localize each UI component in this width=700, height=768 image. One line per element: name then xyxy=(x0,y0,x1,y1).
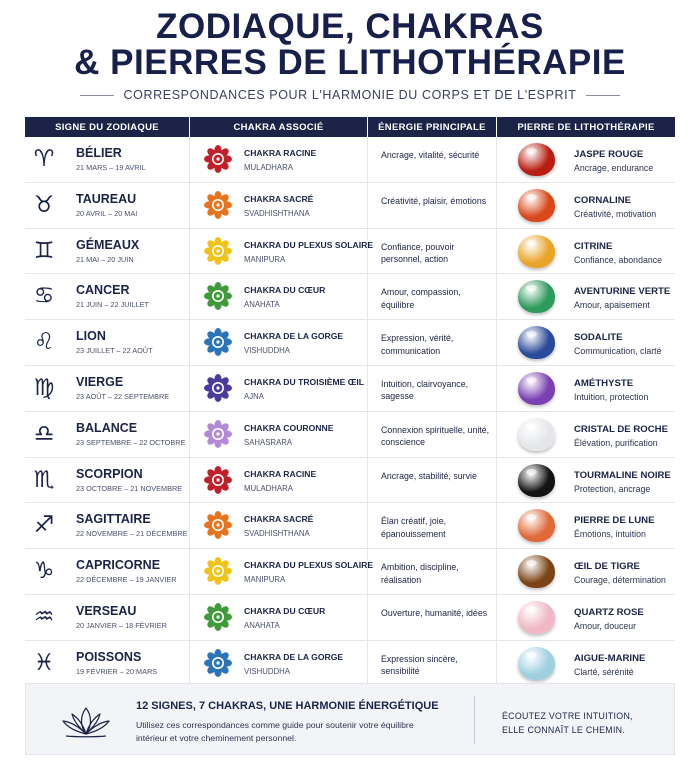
sign-dates: 23 AOÛT – 22 SEPTEMBRE xyxy=(76,391,170,401)
chakra-sanskrit-name: SVADHISHTHANA xyxy=(244,208,310,218)
chakra-name: CHAKRA SACRÉ xyxy=(244,514,314,525)
chakra-name: CHAKRA RACINE xyxy=(244,468,317,479)
chakra-cell xyxy=(190,366,368,411)
stone-properties: Protection, ancrage xyxy=(574,483,651,494)
sign-dates: 22 DÉCEMBRE – 19 JANVIER xyxy=(76,575,177,585)
chakra-mandala-icon xyxy=(204,649,232,677)
subtitle-rule-right xyxy=(586,95,620,96)
stone-name: SODALITE xyxy=(574,332,623,344)
table-row xyxy=(25,503,675,549)
chakra-name: CHAKRA SACRÉ xyxy=(244,193,314,204)
cancer-icon: ♋ xyxy=(33,283,55,310)
energy-text: Ambition, discipline, réalisation xyxy=(381,562,459,585)
energy-text: Amour, compassion, équilibre xyxy=(381,287,461,310)
stone-name: AMÉTHYSTE xyxy=(574,377,634,389)
sign-dates: 21 JUIN – 22 JUILLET xyxy=(76,300,150,310)
chakra-sanskrit-name: MANIPURA xyxy=(244,254,286,264)
leo-icon: ♌ xyxy=(33,329,55,356)
subtitle: CORRESPONDANCES POUR L'HARMONIE DU CORPS ET DE L'ESPRIT xyxy=(123,88,577,102)
chakra-cell xyxy=(190,503,368,548)
energy-text: Ancrage, vitalité, sécurité xyxy=(381,150,480,160)
stone-cell xyxy=(497,549,675,594)
stone-image xyxy=(518,372,555,405)
chakra-cell xyxy=(190,183,368,228)
page-title-line-2: & PIERRES DE LITHOTHÉRAPIE xyxy=(74,43,626,82)
energy-cell xyxy=(368,641,497,686)
energy-cell xyxy=(368,320,497,365)
stone-image xyxy=(518,143,555,176)
table-row xyxy=(25,274,675,320)
sign-cell xyxy=(25,641,190,686)
sign-name: POISSONS xyxy=(76,649,142,664)
stone-properties: Confiance, abondance xyxy=(574,254,663,265)
sign-dates: 19 FÉVRIER – 20 MARS xyxy=(76,666,158,676)
stone-name: CORNALINE xyxy=(574,194,632,206)
sign-name: GÉMEAUX xyxy=(76,237,140,252)
sign-dates: 23 SEPTEMBRE – 22 OCTOBRE xyxy=(76,437,186,447)
chakra-name: CHAKRA DU TROISIÈME ŒIL xyxy=(244,376,364,387)
stone-cell xyxy=(497,137,675,182)
stone-cell xyxy=(497,641,675,686)
chakra-mandala-icon xyxy=(204,237,232,265)
table-row xyxy=(25,320,675,366)
chakra-mandala-icon xyxy=(204,557,232,585)
chakra-sanskrit-name: ANAHATA xyxy=(244,620,280,630)
energy-text: Intuition, clairvoyance, sagesse xyxy=(381,378,469,402)
sign-name: VERSEAU xyxy=(76,603,137,618)
stone-image xyxy=(518,555,555,588)
chakra-cell xyxy=(190,595,368,640)
stone-name: TOURMALINE NOIRE xyxy=(574,469,671,481)
energy-cell xyxy=(368,183,497,228)
chakra-cell xyxy=(190,229,374,274)
energy-cell xyxy=(368,549,497,594)
stone-cell xyxy=(497,229,675,274)
chakra-name: CHAKRA RACINE xyxy=(244,148,317,158)
table-row xyxy=(25,183,675,229)
chakra-mandala-icon xyxy=(204,282,232,310)
stone-cell xyxy=(497,320,675,365)
energy-text: Confiance, pouvoir personnel, action xyxy=(381,241,455,265)
stone-properties: Émotions, intuition xyxy=(574,529,646,540)
footer-divider xyxy=(474,696,475,744)
chakra-sanskrit-name: ANAHATA xyxy=(244,300,280,310)
stone-properties: Courage, détermination xyxy=(574,575,666,586)
footer-quote xyxy=(502,709,633,737)
sign-name: LION xyxy=(76,329,106,344)
sign-cell xyxy=(25,137,190,182)
stone-properties: Clarté, sérénité xyxy=(574,666,634,677)
sign-cell xyxy=(25,274,190,319)
stone-image xyxy=(518,647,555,680)
stone-name: CITRINE xyxy=(574,240,613,252)
table-row xyxy=(25,137,675,183)
chakra-sanskrit-name: VISHUDDHA xyxy=(244,346,290,356)
footer-text: Utilisez ces correspondances comme guide pour soutenir votre équilibre intérieur et votre cheminement personnel. xyxy=(136,720,414,743)
stone-name: CRISTAL DE ROCHE xyxy=(574,423,668,435)
stone-properties: Amour, douceur xyxy=(574,620,637,631)
chakra-name: CHAKRA DU CŒUR xyxy=(244,605,326,616)
sign-name: VIERGE xyxy=(76,374,124,389)
sign-cell xyxy=(25,412,190,457)
chakra-sanskrit-name: MANIPURA xyxy=(244,575,286,585)
chakra-sanskrit-name: SVADHISHTHANA xyxy=(244,529,310,539)
table-body xyxy=(25,137,675,687)
sign-dates: 21 MARS – 19 AVRIL xyxy=(76,163,146,172)
chakra-name: CHAKRA DU PLEXUS SOLAIRE xyxy=(244,560,374,571)
chakra-cell xyxy=(190,458,368,503)
stone-properties: Intuition, protection xyxy=(574,391,649,402)
sign-name: BÉLIER xyxy=(76,146,122,160)
stone-cell xyxy=(497,412,675,457)
energy-text: Créativité, plaisir, émotions xyxy=(381,195,487,206)
sign-dates: 21 MAI – 20 JUIN xyxy=(76,254,134,264)
header-chakra: CHAKRA ASSOCIÉ xyxy=(190,117,368,137)
stone-name: AIGUE-MARINE xyxy=(574,652,646,664)
stone-properties: Élévation, purification xyxy=(574,437,658,448)
stone-image xyxy=(518,326,555,359)
sign-cell xyxy=(25,229,190,274)
stone-name: JASPE ROUGE xyxy=(574,149,644,160)
subtitle-block xyxy=(0,88,700,102)
chakra-cell xyxy=(190,412,368,457)
chakra-name: CHAKRA DE LA GORGE xyxy=(244,331,344,342)
gemini-icon: ♊ xyxy=(33,237,55,264)
table-row xyxy=(25,641,675,687)
chakra-cell xyxy=(190,641,368,686)
scorpio-icon: ♏ xyxy=(33,466,55,493)
stone-cell xyxy=(497,366,675,411)
sign-dates: 22 NOVEMBRE – 21 DÉCEMBRE xyxy=(76,529,188,539)
table-row xyxy=(25,549,675,595)
chakra-cell xyxy=(190,549,374,594)
chakra-name: CHAKRA DU PLEXUS SOLAIRE xyxy=(244,239,374,250)
stone-properties: Ancrage, endurance xyxy=(574,163,654,173)
sign-cell xyxy=(25,549,190,594)
sign-name: CAPRICORNE xyxy=(76,558,161,573)
chakra-mandala-icon xyxy=(204,603,232,631)
energy-cell xyxy=(368,274,497,319)
sign-cell xyxy=(25,183,190,228)
stone-image xyxy=(518,418,555,451)
chakra-mandala-icon xyxy=(204,145,232,173)
header-sign: SIGNE DU ZODIAQUE xyxy=(25,117,190,137)
energy-cell xyxy=(368,595,497,640)
stone-cell xyxy=(497,458,675,503)
pisces-icon: ♓ xyxy=(33,649,55,676)
table-row xyxy=(25,595,675,641)
capricorn-icon: ♑ xyxy=(33,558,55,585)
virgo-icon: ♍ xyxy=(33,374,55,401)
header-stone: PIERRE DE LITHOTHÉRAPIE xyxy=(517,121,655,133)
stone-image xyxy=(518,464,555,497)
stone-cell xyxy=(497,503,675,548)
aquarius-icon: ♒ xyxy=(33,603,55,630)
footer-quote-line-1: ÉCOUTEZ VOTRE INTUITION, xyxy=(502,711,633,721)
sign-dates: 23 OCTOBRE – 21 NOVEMBRE xyxy=(76,483,183,493)
sign-name: SAGITTAIRE xyxy=(76,512,151,527)
stone-properties: Créativité, motivation xyxy=(574,208,657,219)
energy-text: Élan créatif, joie, épanouissement xyxy=(381,516,447,539)
stone-image xyxy=(518,189,555,222)
stone-cell xyxy=(497,183,675,228)
stone-image xyxy=(518,601,555,634)
sign-dates: 20 AVRIL – 20 MAI xyxy=(76,208,138,218)
energy-text: Ouverture, humanité, idées xyxy=(381,607,488,618)
stone-image xyxy=(518,235,555,268)
sign-dates: 23 JUILLET – 22 AOÛT xyxy=(76,346,153,356)
stone-cell xyxy=(497,274,675,319)
sign-cell xyxy=(25,366,190,411)
lotus-icon xyxy=(60,704,112,740)
sign-name: BALANCE xyxy=(76,420,138,435)
footer-title: 12 SIGNES, 7 CHAKRAS, UNE HARMONIE ÉNERGÉTIQUE xyxy=(136,700,439,712)
sign-cell xyxy=(25,320,190,365)
energy-cell xyxy=(368,366,497,411)
chakra-mandala-icon xyxy=(204,420,232,448)
table-row xyxy=(25,458,675,504)
chakra-mandala-icon xyxy=(204,511,232,539)
stone-properties: Amour, apaisement xyxy=(574,300,650,311)
energy-cell xyxy=(368,137,497,182)
sign-cell xyxy=(25,503,190,548)
chakra-name: CHAKRA DU CŒUR xyxy=(244,285,326,296)
sign-dates: 20 JANVIER – 18 FÉVRIER xyxy=(76,620,167,630)
footer-panel xyxy=(25,683,675,755)
subtitle-rule-left xyxy=(80,95,114,96)
chakra-sanskrit-name: AJNA xyxy=(244,391,264,401)
table-header xyxy=(25,117,675,137)
energy-text: Expression sincère, sensibilité xyxy=(381,653,458,677)
chakra-cell xyxy=(190,137,368,182)
stone-name: ŒIL DE TIGRE xyxy=(574,561,640,573)
chakra-mandala-icon xyxy=(204,466,232,494)
footer-quote-line-2: ELLE CONNAÎT LE CHEMIN. xyxy=(502,725,626,735)
energy-text: Connexion spirituelle, unité, conscience xyxy=(381,424,490,448)
chakra-mandala-icon xyxy=(204,328,232,356)
table-row xyxy=(25,229,675,275)
stone-image xyxy=(518,280,555,313)
chakra-sanskrit-name: VISHUDDHA xyxy=(244,666,290,676)
aries-icon: ♈ xyxy=(33,146,55,172)
table-row xyxy=(25,412,675,458)
chakra-cell xyxy=(190,274,368,319)
energy-cell xyxy=(368,458,497,503)
table-row xyxy=(25,366,675,412)
stone-name: PIERRE DE LUNE xyxy=(574,515,655,527)
chakra-mandala-icon xyxy=(204,374,232,402)
sign-name: SCORPION xyxy=(76,466,143,481)
energy-text: Ancrage, stabilité, survie xyxy=(381,470,477,481)
chakra-sanskrit-name: MULADHARA xyxy=(244,483,293,493)
chakra-sanskrit-name: MULADHARA xyxy=(244,163,293,172)
sign-name: CANCER xyxy=(76,283,130,298)
chakra-name: CHAKRA COURONNE xyxy=(244,422,334,433)
sagittarius-icon: ♐ xyxy=(33,512,55,539)
stone-cell xyxy=(497,595,675,640)
sign-cell xyxy=(25,458,190,503)
stone-properties: Communication, clarté xyxy=(574,346,662,357)
stone-name: AVENTURINE VERTE xyxy=(574,286,671,298)
energy-cell xyxy=(368,412,497,457)
stone-image xyxy=(518,509,555,542)
chakra-cell xyxy=(190,320,368,365)
energy-cell xyxy=(368,503,497,548)
taurus-icon: ♉ xyxy=(33,191,55,218)
chakra-sanskrit-name: SAHASRARA xyxy=(244,437,293,447)
sign-name: TAUREAU xyxy=(76,191,137,206)
energy-cell xyxy=(368,229,497,274)
chakra-name: CHAKRA DE LA GORGE xyxy=(244,651,344,662)
page-title-line-1: ZODIAQUE, CHAKRAS xyxy=(156,7,544,46)
sign-cell xyxy=(25,595,190,640)
stone-name: QUARTZ ROSE xyxy=(574,606,644,618)
correspondence-table xyxy=(25,117,675,687)
energy-text: Expression, vérité, communication xyxy=(381,333,454,356)
header-energy: ÉNERGIE PRINCIPALE xyxy=(368,117,497,137)
libra-icon: ♎ xyxy=(33,420,55,447)
chakra-mandala-icon xyxy=(204,191,232,219)
